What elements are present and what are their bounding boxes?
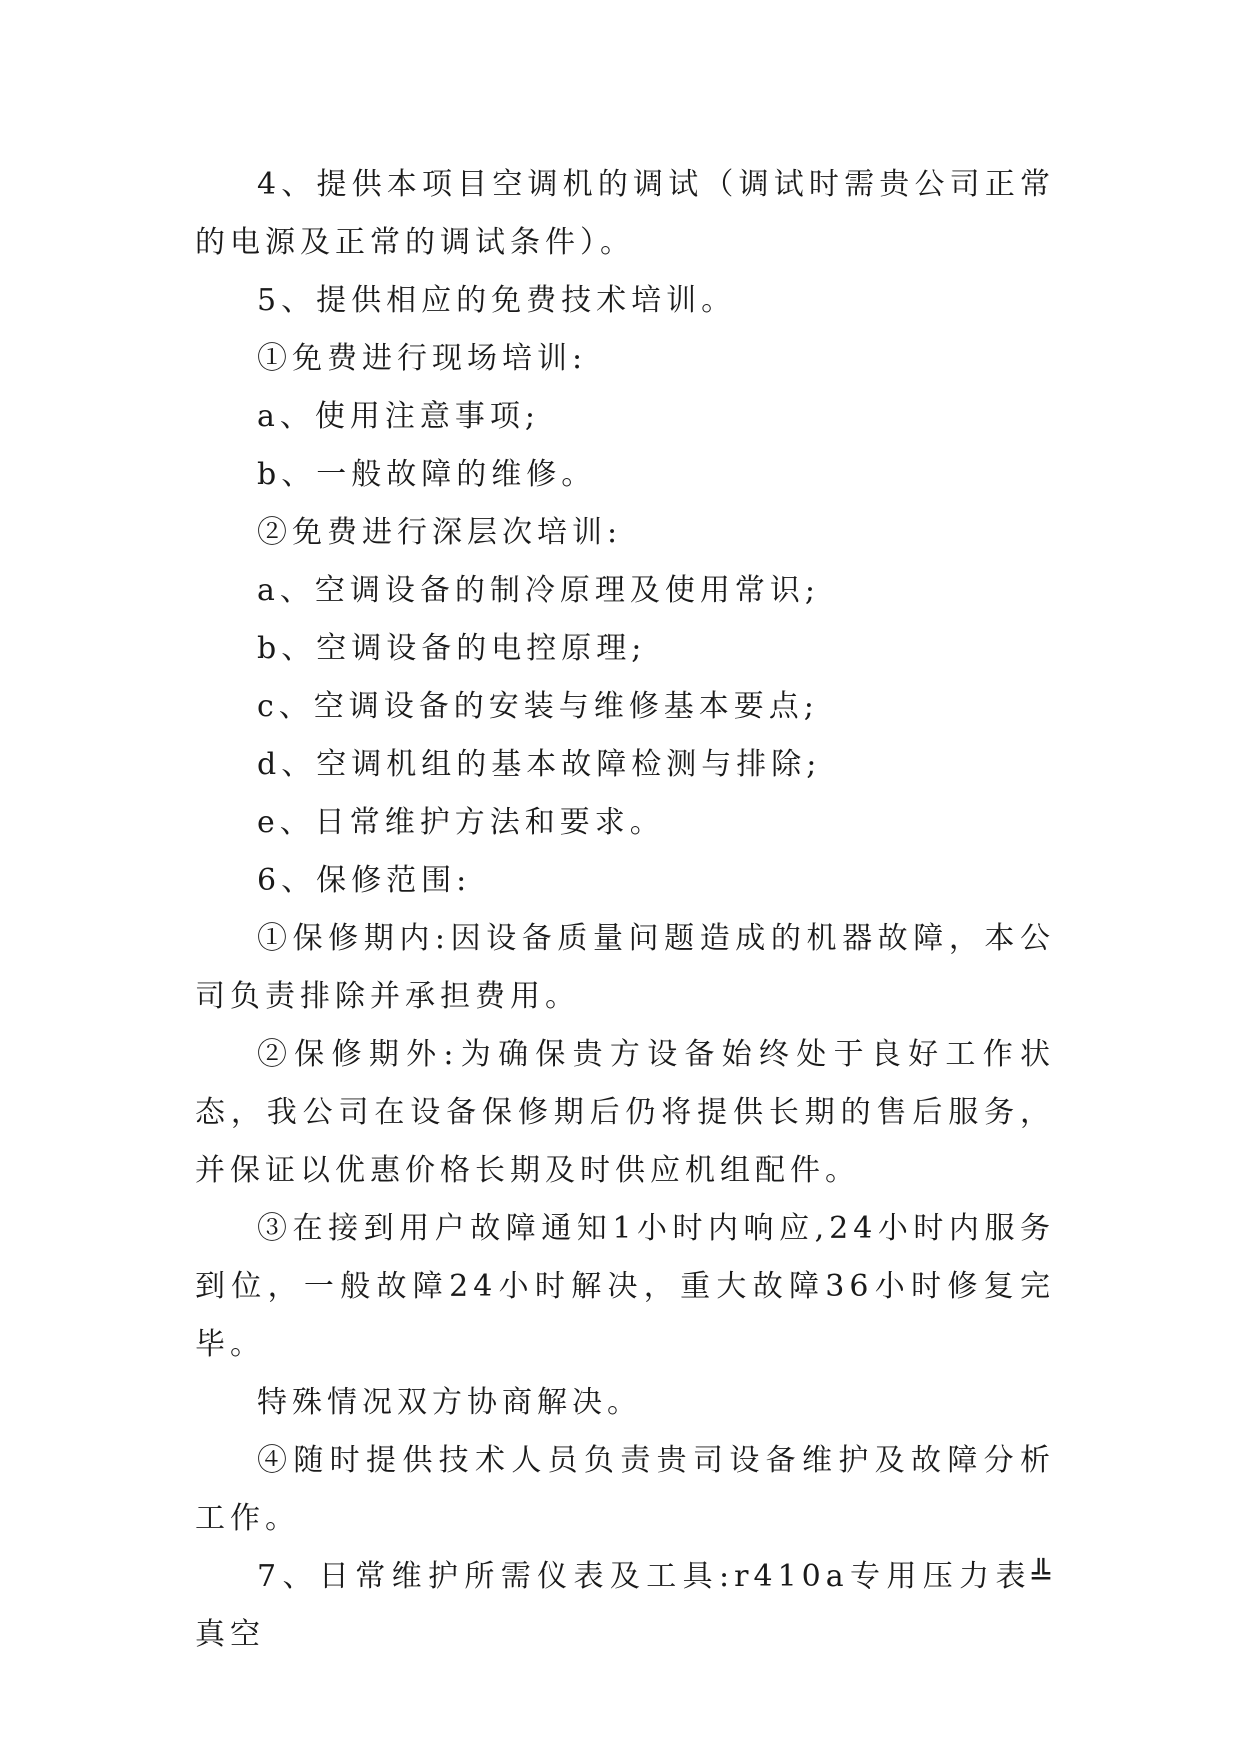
paragraph-item-7-tools: 7、日常维护所需仪表及工具:r410a专用压力表╩真空: [195, 1559, 1055, 1652]
paragraph-deep-a: a、空调设备的制冷原理及使用常识;: [257, 573, 820, 608]
document-body: [195, 156, 1055, 1664]
paragraph-warranty-inside: ①保修期内:因设备质量问题造成的机器故障，本公司负责排除并承担费用。: [195, 921, 1055, 1014]
paragraph-onsite-b: b、一般故障的维修。: [257, 457, 597, 492]
paragraph-onsite-training: ①免费进行现场培训:: [257, 341, 588, 376]
paragraph-deep-e: e、日常维护方法和要求。: [257, 805, 665, 840]
paragraph-item-5-training: 5、提供相应的免费技术培训。: [257, 283, 737, 318]
paragraph-item-6-warranty-scope: 6、保修范围:: [257, 863, 472, 898]
paragraph-deep-c: c、空调设备的安装与维修基本要点;: [257, 689, 819, 724]
paragraph-warranty-outside: ②保修期外:为确保贵方设备始终处于良好工作状态，我公司在设备保修期后仍将提供长期的售后服务，并保证以优惠价格长期及时供应机组配件。: [195, 1037, 1055, 1188]
paragraph-deep-b: b、空调设备的电控原理;: [257, 631, 647, 666]
paragraph-technical-staff: ④随时提供技术人员负责贵司设备维护及故障分析工作。: [195, 1443, 1055, 1536]
paragraph-onsite-a: a、使用注意事项;: [257, 399, 540, 434]
paragraph-item-4-debugging: 4、提供本项目空调机的调试（调试时需贵公司正常的电源及正常的调试条件）。: [195, 167, 1055, 260]
paragraph-special-cases: 特殊情况双方协商解决。: [257, 1385, 642, 1420]
paragraph-response-time: ③在接到用户故障通知1小时内响应,24小时内服务到位，一般故障24小时解决，重大故障36小时修复完毕。: [195, 1211, 1055, 1362]
paragraph-deep-d: d、空调机组的基本故障检测与排除;: [257, 747, 822, 782]
paragraph-deep-training: ②免费进行深层次培训:: [257, 515, 623, 550]
